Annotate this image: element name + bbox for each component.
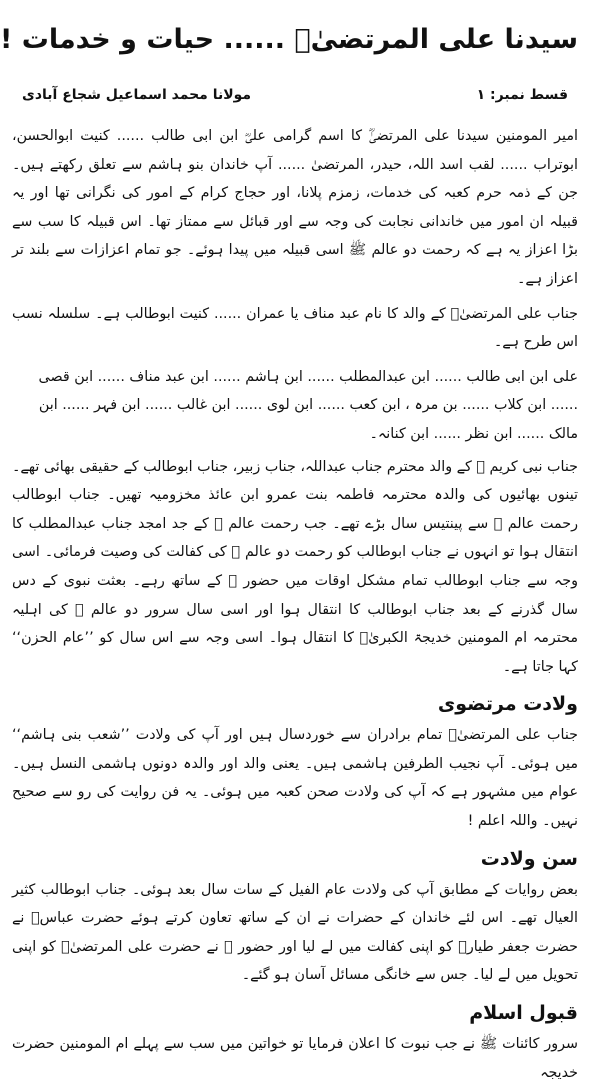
year-heading: سن ولادت bbox=[480, 847, 578, 870]
birth-paragraph: جناب علی المرتضیٰؓ تمام برادران سے خوردسال ہیں اور آپ کی ولادت ’’شعب بنی ہاشم‘‘ میں ہوئی۔ آپ نجیب الطرفین ہاشمی ہیں۔ یعنی والد اور والدہ دونوں ہاشمی النسل ہیں۔ عوام میں مشہور ہے کہ آپ کی ولادت صحن کعبہ میں ہوئی۔ یہ فن روایت کی رو سے صحیح نہیں۔ واللہ اعلم ! bbox=[12, 727, 578, 830]
uncles-paragraph: جناب نبی کریم ﷺ کے والد محترم جناب عبداللہ، جناب زبیر، جناب ابوطالب کے حقیقی بھائی تھے۔ تینوں بھائیوں کی والدہ محترمہ فاطمہ بنت عمرو ابن عائذ مخزومیہ تھیں۔ جناب ابوطالب رحمت عالم ﷺ سے پینتیس سال بڑے تھے۔ جب رحمت عالم ﷺ کے جد امجد جناب عبدالمطلب کا انتقال ہوا تو انہوں نے جناب ابوطالب کو رحمت دو عالم ﷺ کی کفالت کی وصیت فرمائی۔ اسی وجہ سے جناب ابوطالب تمام مشکل اوقات میں حضور ﷺ کے ساتھ رہے۔ بعثت نبوی کے دس سال گذرنے کے بعد جناب ابوطالب کا انتقال ہوا اور اسی سال سرور دو عالم ﷺ کی اہلیہ محترمہ ام المومنین خدیجۃ الکبریٰؓ کا انتقال ہوا۔ اسی وجہ سے اس سال کو ’’عام الحزن‘‘ کہا جاتا ہے۔ bbox=[12, 458, 578, 675]
article-title: سیدنا علی المرتضیٰؓ ...... حیات و خدمات ! bbox=[0, 24, 578, 55]
article-meta bbox=[12, 84, 578, 106]
birth-heading: ولادت مرتضوی bbox=[437, 693, 578, 716]
islam-paragraph: سرور کائنات ﷺ نے جب نبوت کا اعلان فرمایا تو خواتین میں سب سے پہلے ام المومنین حضرت خدیجہ bbox=[12, 1036, 578, 1081]
lineage-paragraph: علی ابن ابی طالب ...... ابن عبدالمطلب ...... ابن ہاشم ...... ابن عبد مناف ...... ابن قصی ...... ابن کلاب ...... بن مرہ ، ابن کعب ...... ابن لوی ...... ابن غالب ...... ابن فہر ...... ابن مالک ...... ابن نظر ...... ابن کنانہ۔ bbox=[38, 368, 578, 442]
father-paragraph: جناب علی المرتضیٰؓ کے والد کا نام عبد مناف یا عمران ...... کنیت ابوطالب ہے۔ سلسلہ نسب اس طرح ہے۔ bbox=[12, 305, 578, 351]
intro-paragraph: امیر المومنین سیدنا علی المرتضیٰؓ کا اسم گرامی علیؓ ابن ابی طالب ...... کنیت ابوالحسن، ابوتراب ...... لقب اسد اللہ، حیدر، المرتضیٰ ...... آپ خاندان بنو ہاشم سے تعلق رکھتے ہیں۔ جن کے ذمہ حرم کعبہ کی خدمات، زمزم پلانا، اور حجاج کرام کے امور کی نگرانی تھا اور یہ قبیلہ ان امور میں خاندانی نجابت کی وجہ سے اور قبائل سے ممتاز تھا۔ اس قبیلہ کا سب سے بڑا اعزاز یہ ہے کہ رحمت دو عالم ﷺ اسی قبیلہ میں پیدا ہوئے۔ جو تمام اعزازات سے بلند تر اعزاز ہے۔ bbox=[12, 128, 578, 287]
year-paragraph: بعض روایات کے مطابق آپ کی ولادت عام الفیل کے سات سال بعد ہوئی۔ جناب ابوطالب کثیر العیال تھے۔ اس لئے خاندان کے حضرات نے ان کے ساتھ تعاون کرتے ہوئے حضرت عباسؓ نے حضرت جعفر طیارؓ کو اپنی کفالت میں لے لیا اور حضور ﷺ نے حضرت علی المرتضیٰؓ کو اپنی تحویل میں لے لیا۔ جس سے خانگی مسائل آسان ہو گئے۔ bbox=[12, 881, 578, 984]
series-number: قسط نمبر: ۱ bbox=[476, 87, 568, 103]
islam-heading: قبول اسلام bbox=[469, 1002, 578, 1025]
author-name: مولانا محمد اسماعیل شجاع آبادی bbox=[22, 87, 252, 103]
